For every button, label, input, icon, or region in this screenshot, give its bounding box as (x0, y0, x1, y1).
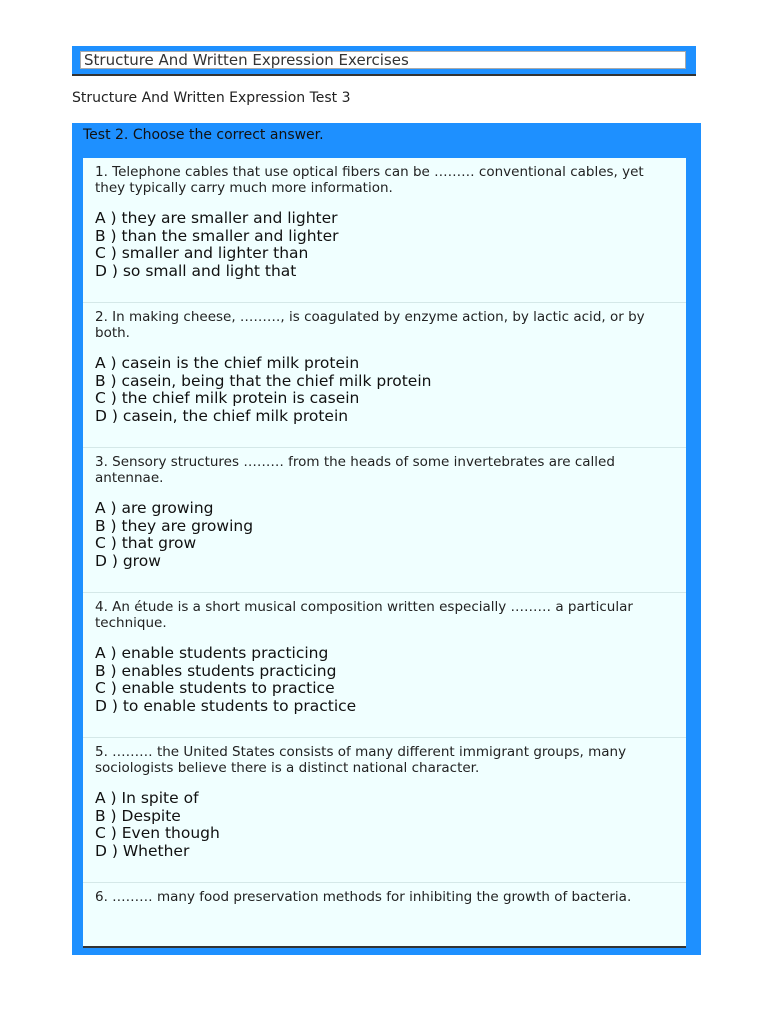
option-d[interactable]: D ) grow (95, 551, 161, 570)
option-c[interactable]: C ) the chief milk protein is casein (95, 389, 360, 407)
option-b[interactable]: B ) Despite (95, 806, 181, 825)
question-text: 4. An étude is a short musical composition written especially ……… a particular technique. (95, 599, 633, 631)
option-b[interactable]: B ) casein, being that the chief milk protein (95, 371, 432, 390)
option-d[interactable]: D ) casein, the chief milk protein (95, 406, 349, 425)
question-3 (83, 448, 686, 593)
page-title: Structure And Written Expression Exercises (80, 51, 686, 69)
option-a[interactable]: A ) they are smaller and lighter (95, 209, 338, 227)
option-a[interactable]: A ) are growing (95, 499, 214, 517)
question-4 (83, 593, 686, 738)
option-b[interactable]: B ) they are growing (95, 516, 254, 535)
question-text: 3. Sensory structures ……… from the heads of some invertebrates are called antennae. (95, 454, 615, 486)
option-c[interactable]: C ) smaller and lighter than (95, 244, 309, 262)
question-text: 5. ……… the United States consists of many different immigrant groups, many sociologists believe there is a distinct national character. (95, 744, 627, 776)
question-2 (83, 303, 686, 448)
option-b[interactable]: B ) than the smaller and lighter (95, 226, 339, 245)
option-b[interactable]: B ) enables students practicing (95, 661, 337, 680)
option-d[interactable]: D ) Whether (95, 841, 190, 860)
test-subtitle: Structure And Written Expression Test 3 (72, 90, 351, 106)
divider (83, 946, 686, 948)
question-text: 1. Telephone cables that use optical fibers can be ……… conventional cables, yet they typically carry much more information. (95, 164, 644, 196)
panel-heading: Test 2. Choose the correct answer. (83, 127, 324, 143)
option-c[interactable]: C ) Even though (95, 824, 220, 842)
option-a[interactable]: A ) enable students practicing (95, 644, 329, 662)
question-5 (83, 738, 686, 883)
question-text: 6. ……… many food preservation methods for inhibiting the growth of bacteria. (95, 889, 632, 905)
question-text: 2. In making cheese, ………, is coagulated by enzyme action, by lactic acid, or by both. (95, 309, 645, 341)
option-d[interactable]: D ) so small and light that (95, 261, 297, 280)
option-c[interactable]: C ) that grow (95, 534, 197, 552)
question-list (83, 158, 686, 948)
question-6 (83, 883, 686, 948)
test-panel (72, 123, 701, 955)
header-bar (72, 46, 696, 76)
option-a[interactable]: A ) In spite of (95, 789, 199, 807)
question-1 (83, 158, 686, 303)
option-a[interactable]: A ) casein is the chief milk protein (95, 354, 360, 372)
option-d[interactable]: D ) to enable students to practice (95, 696, 357, 715)
option-c[interactable]: C ) enable students to practice (95, 679, 335, 697)
